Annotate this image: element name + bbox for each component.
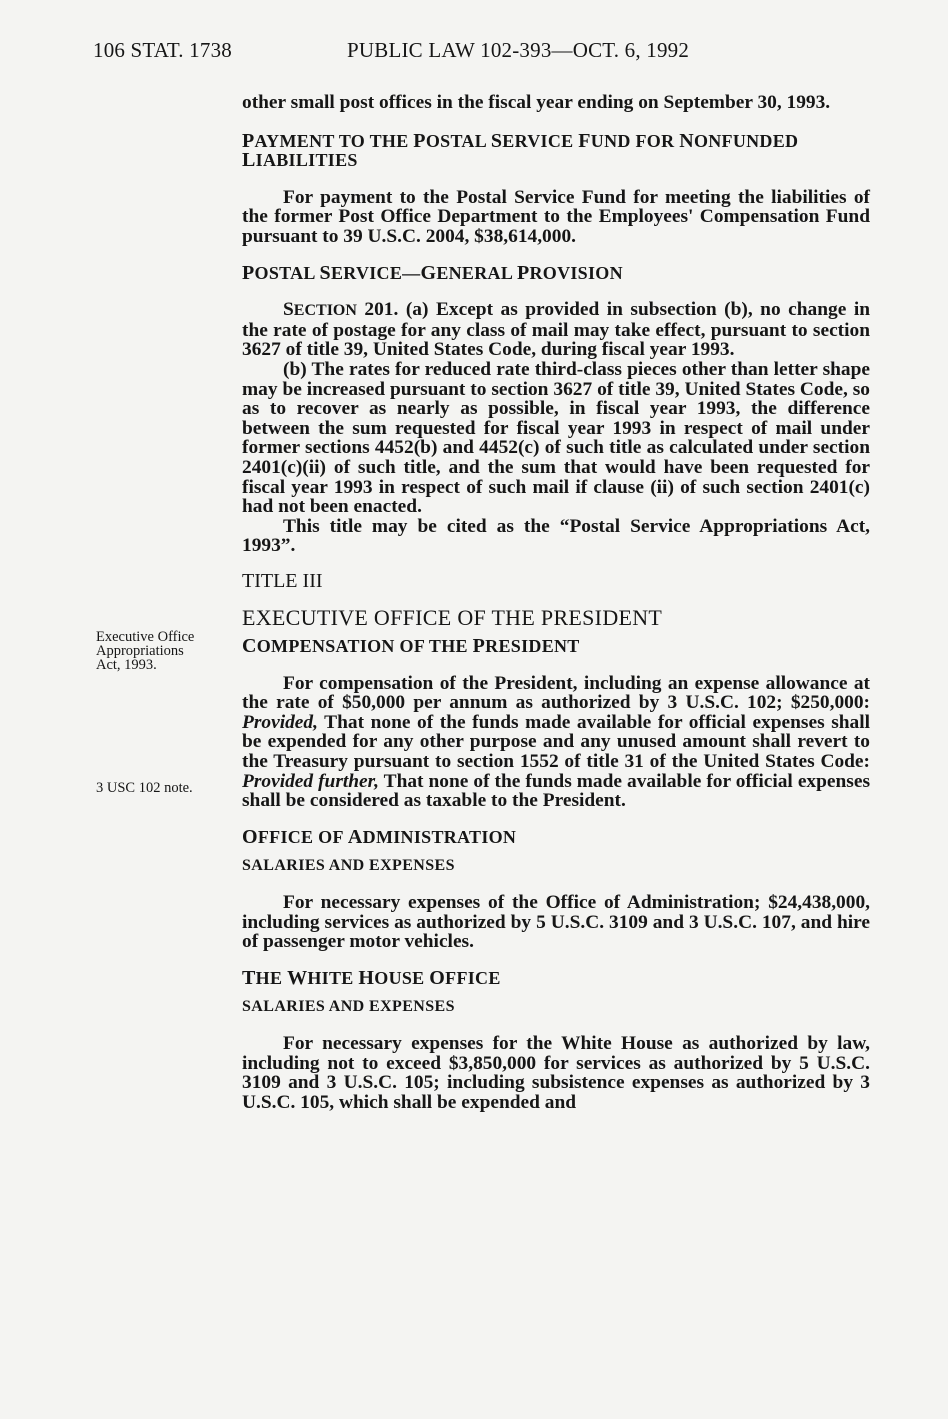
paragraph-payment: For payment to the Postal Service Fund for meeting the liabilities of the former Post Office Department to the Employees' Compensation Fund pursuant to 39 U.S.C. 2004, $38,614,000. xyxy=(242,186,870,247)
margin-note-line: Appropriations xyxy=(96,643,184,659)
title-name: EXECUTIVE OFFICE OF THE PRESIDENT xyxy=(242,605,663,631)
paragraph-short-title: This title may be cited as the “Postal Service Appropriations Act, 1993”. xyxy=(242,515,870,557)
paragraph-compensation: For compensation of the President, including an expense allowance at the rate of $50,000 per annum as authorized by 3 U.S.C. 102; $250,000: Provided, That none of the funds made available for official expenses shall be expended for any other purpose and any unused amount shall revert to the Treasury pursuant to section 1552 of title 31 of the United States Code: Provided further, That none of the funds made available for official expenses shall be considered as taxable to the President. xyxy=(242,672,870,812)
title-number: TITLE III xyxy=(242,569,323,592)
stat-page-reference: 106 STAT. 1738 xyxy=(93,38,232,62)
margin-note-line: Executive Office xyxy=(96,629,195,645)
paragraph-section-201-a: SECTION 201. (a) Except as provided in subsection (b), no change in the rate of postage for any class of mail may take effect, pursuant to section 3627 of title 39, United States Code, during fiscal year 1993. xyxy=(242,299,870,361)
margin-note-line: Act, 1993. xyxy=(96,657,157,673)
paragraph-white-house: For necessary expenses for the White House as authorized by law, including not to exceed $3,850,000 for services as authorized by 5 U.S.C. 3109 and 3 U.S.C. 105; including subsistence expenses as authorized by 3 U.S.C. 105, which shall be expended and xyxy=(242,1032,870,1113)
margin-note-usc: 3 USC 102 note. xyxy=(96,780,193,796)
heading-salaries-expenses-1: SALARIES AND EXPENSES xyxy=(242,857,455,875)
paragraph-office-administration: For necessary expenses of the Office of Administration; $24,438,000, including services as authorized by 5 U.S.C. 3109 and 3 U.S.C. 107, and hire of passenger motor vehicles. xyxy=(242,892,870,953)
heading-office-administration: OFFICE OF ADMINISTRATION xyxy=(242,825,517,848)
public-law-reference: PUBLIC LAW 102-393—OCT. 6, 1992 xyxy=(347,38,690,62)
margin-note-executive-office xyxy=(96,630,236,672)
paragraph-continued: other small post offices in the fiscal year ending on September 30, 1993. xyxy=(242,92,831,113)
heading-payment-postal-fund: PAYMENT TO THE POSTAL SERVICE FUND FOR NONFUNDED LIABILITIES xyxy=(242,129,799,172)
paragraph-section-201-b: (b) The rates for reduced rate third-class pieces other than letter shape may be increased pursuant to section 3627 of title 39, United States Code, so as to recover as nearly as possible, in fiscal year 1993, the difference between the sum requested for fiscal year 1993 in respect of mail under former sections 4452(b) and 4452(c) of such title as calculated under section 2401(c)(ii) of such title, and the sum that would have been requested for fiscal year 1993 in respect of such mail if clause (ii) of such section 2401(c) had not been enacted. xyxy=(242,358,870,518)
heading-compensation-president: COMPENSATION OF THE PRESIDENT xyxy=(242,635,580,658)
heading-white-house-office: THE WHITE HOUSE OFFICE xyxy=(242,966,501,989)
heading-salaries-expenses-2: SALARIES AND EXPENSES xyxy=(242,998,455,1016)
body-column xyxy=(242,93,870,1112)
heading-postal-general-provision: POSTAL SERVICE—GENERAL PROVISION xyxy=(242,261,623,284)
